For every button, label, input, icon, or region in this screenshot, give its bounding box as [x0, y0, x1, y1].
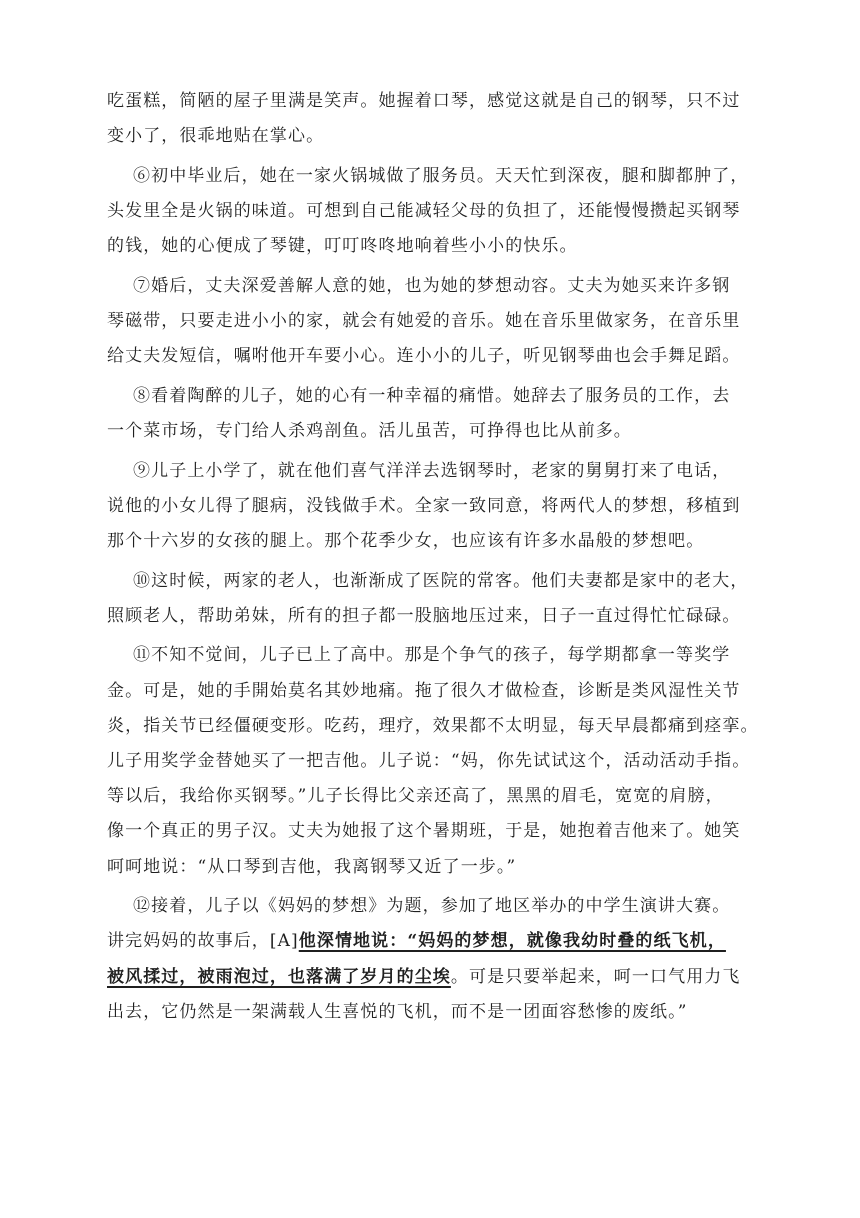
- text-line: [107, 960, 741, 995]
- underlined-sentence: 他深情地说：“妈妈的梦想，就像我幼时叠的纸飞机，: [298, 931, 726, 952]
- text-span: 讲完妈妈的故事后，: [107, 931, 270, 952]
- text-line: ⑨儿子上小学了，就在他们喜气洋洋去选钢琴时，老家的舅舅打来了电话，: [107, 460, 731, 481]
- text-line: 一个菜市场，专门给人杀鸡剖鱼。活儿虽苦，可挣得也比从前多。: [107, 421, 632, 441]
- text-line: 琴磁带，只要走进小小的家，就会有她爱的音乐。她在音乐里做家务，在音乐里: [107, 311, 741, 331]
- text-span: 。可是只要举起来，呵一口气用力飞: [450, 966, 741, 987]
- text-line: 那个十六岁的女孩的腿上。那个花季少女，也应该有许多水晶般的梦想吧。: [107, 531, 705, 551]
- text-line: 说他的小女儿得了腿病，没钱做手术。全家一致同意，将两代人的梦想，移植到: [107, 495, 741, 516]
- text-line: 变小了，很乖地贴在掌心。: [107, 126, 325, 147]
- text-line: 头发里全是火锅的味道。可想到自己能减轻父母的负担了，还能慢慢攒起买钢琴: [107, 201, 741, 221]
- annotation-marker-a: [A]: [269, 931, 299, 952]
- text-line: 儿子用奖学金替她买了一把吉他。儿子说：“妈，你先试试这个，活动活动手指。: [107, 751, 751, 771]
- text-line: 照顾老人，帮助弟妹，所有的担子都一股脑地压过来，日子一直过得忙忙碌碌。: [107, 605, 741, 626]
- text-line: 金。可是，她的手開始莫名其妙地痛。拖了很久才做检查，诊断是类风湿性关节: [107, 680, 741, 701]
- text-line: ⑥初中毕业后，她在一家火锅城做了服务员。天天忙到深夜，腿和脚都肿了，: [107, 165, 749, 186]
- text-line: ⑪不知不觉间，儿子已上了高中。那是个争气的孩子，每学期都拿一等奖学: [107, 645, 731, 666]
- text-line: ⑦婚后，丈夫深爱善解人意的她，也为她的梦想动容。丈夫为她买来许多钢: [107, 275, 731, 296]
- text-line: ⑩这时候，两家的老人，也渐渐成了医院的常客。他们夫妻都是家中的老大，: [107, 570, 749, 591]
- text-line: 等以后，我给你买钢琴。”儿子长得比父亲还高了，黑黑的眉毛，宽宽的肩膀，: [107, 786, 724, 807]
- text-line: 的钱，她的心便成了琴键，叮叮咚咚地响着些小小的快乐。: [107, 236, 578, 257]
- text-line: 给丈夫发短信，嘱咐他开车要小心。连小小的儿子，听见钢琴曲也会手舞足蹈。: [107, 346, 741, 367]
- underlined-sentence: 被风揉过，被雨泡过，也落满了岁月的尘埃: [107, 966, 451, 987]
- text-line: 呵呵地说：“从口琴到吉他，我离钢琴又近了一步。”: [107, 856, 517, 877]
- text-line: [107, 924, 726, 959]
- text-line: ⑧看着陶醉的儿子，她的心有一种幸福的痛惜。她辞去了服务员的工作，去: [107, 385, 731, 406]
- text-line: 炎，指关节已经僵硬变形。吃药，理疗，效果都不太明显，每天早晨都痛到痉挛。: [107, 715, 759, 736]
- text-line: ⑫接着，儿子以《妈妈的梦想》为题，参加了地区举办的中学生演讲大赛。: [107, 896, 731, 917]
- text-line: 吃蛋糕，简陋的屋子里满是笑声。她握着口琴，感觉这就是自己的钢琴，只不过: [107, 91, 741, 111]
- article-body: [107, 84, 759, 1030]
- text-line: 像一个真正的男子汉。丈夫为她报了这个暑期班，于是，她抱着吉他来了。她笑: [107, 821, 741, 842]
- text-line: 出去，它仍然是一架满载人生喜悦的飞机，而不是一团面容愁惨的废纸。”: [107, 1001, 688, 1022]
